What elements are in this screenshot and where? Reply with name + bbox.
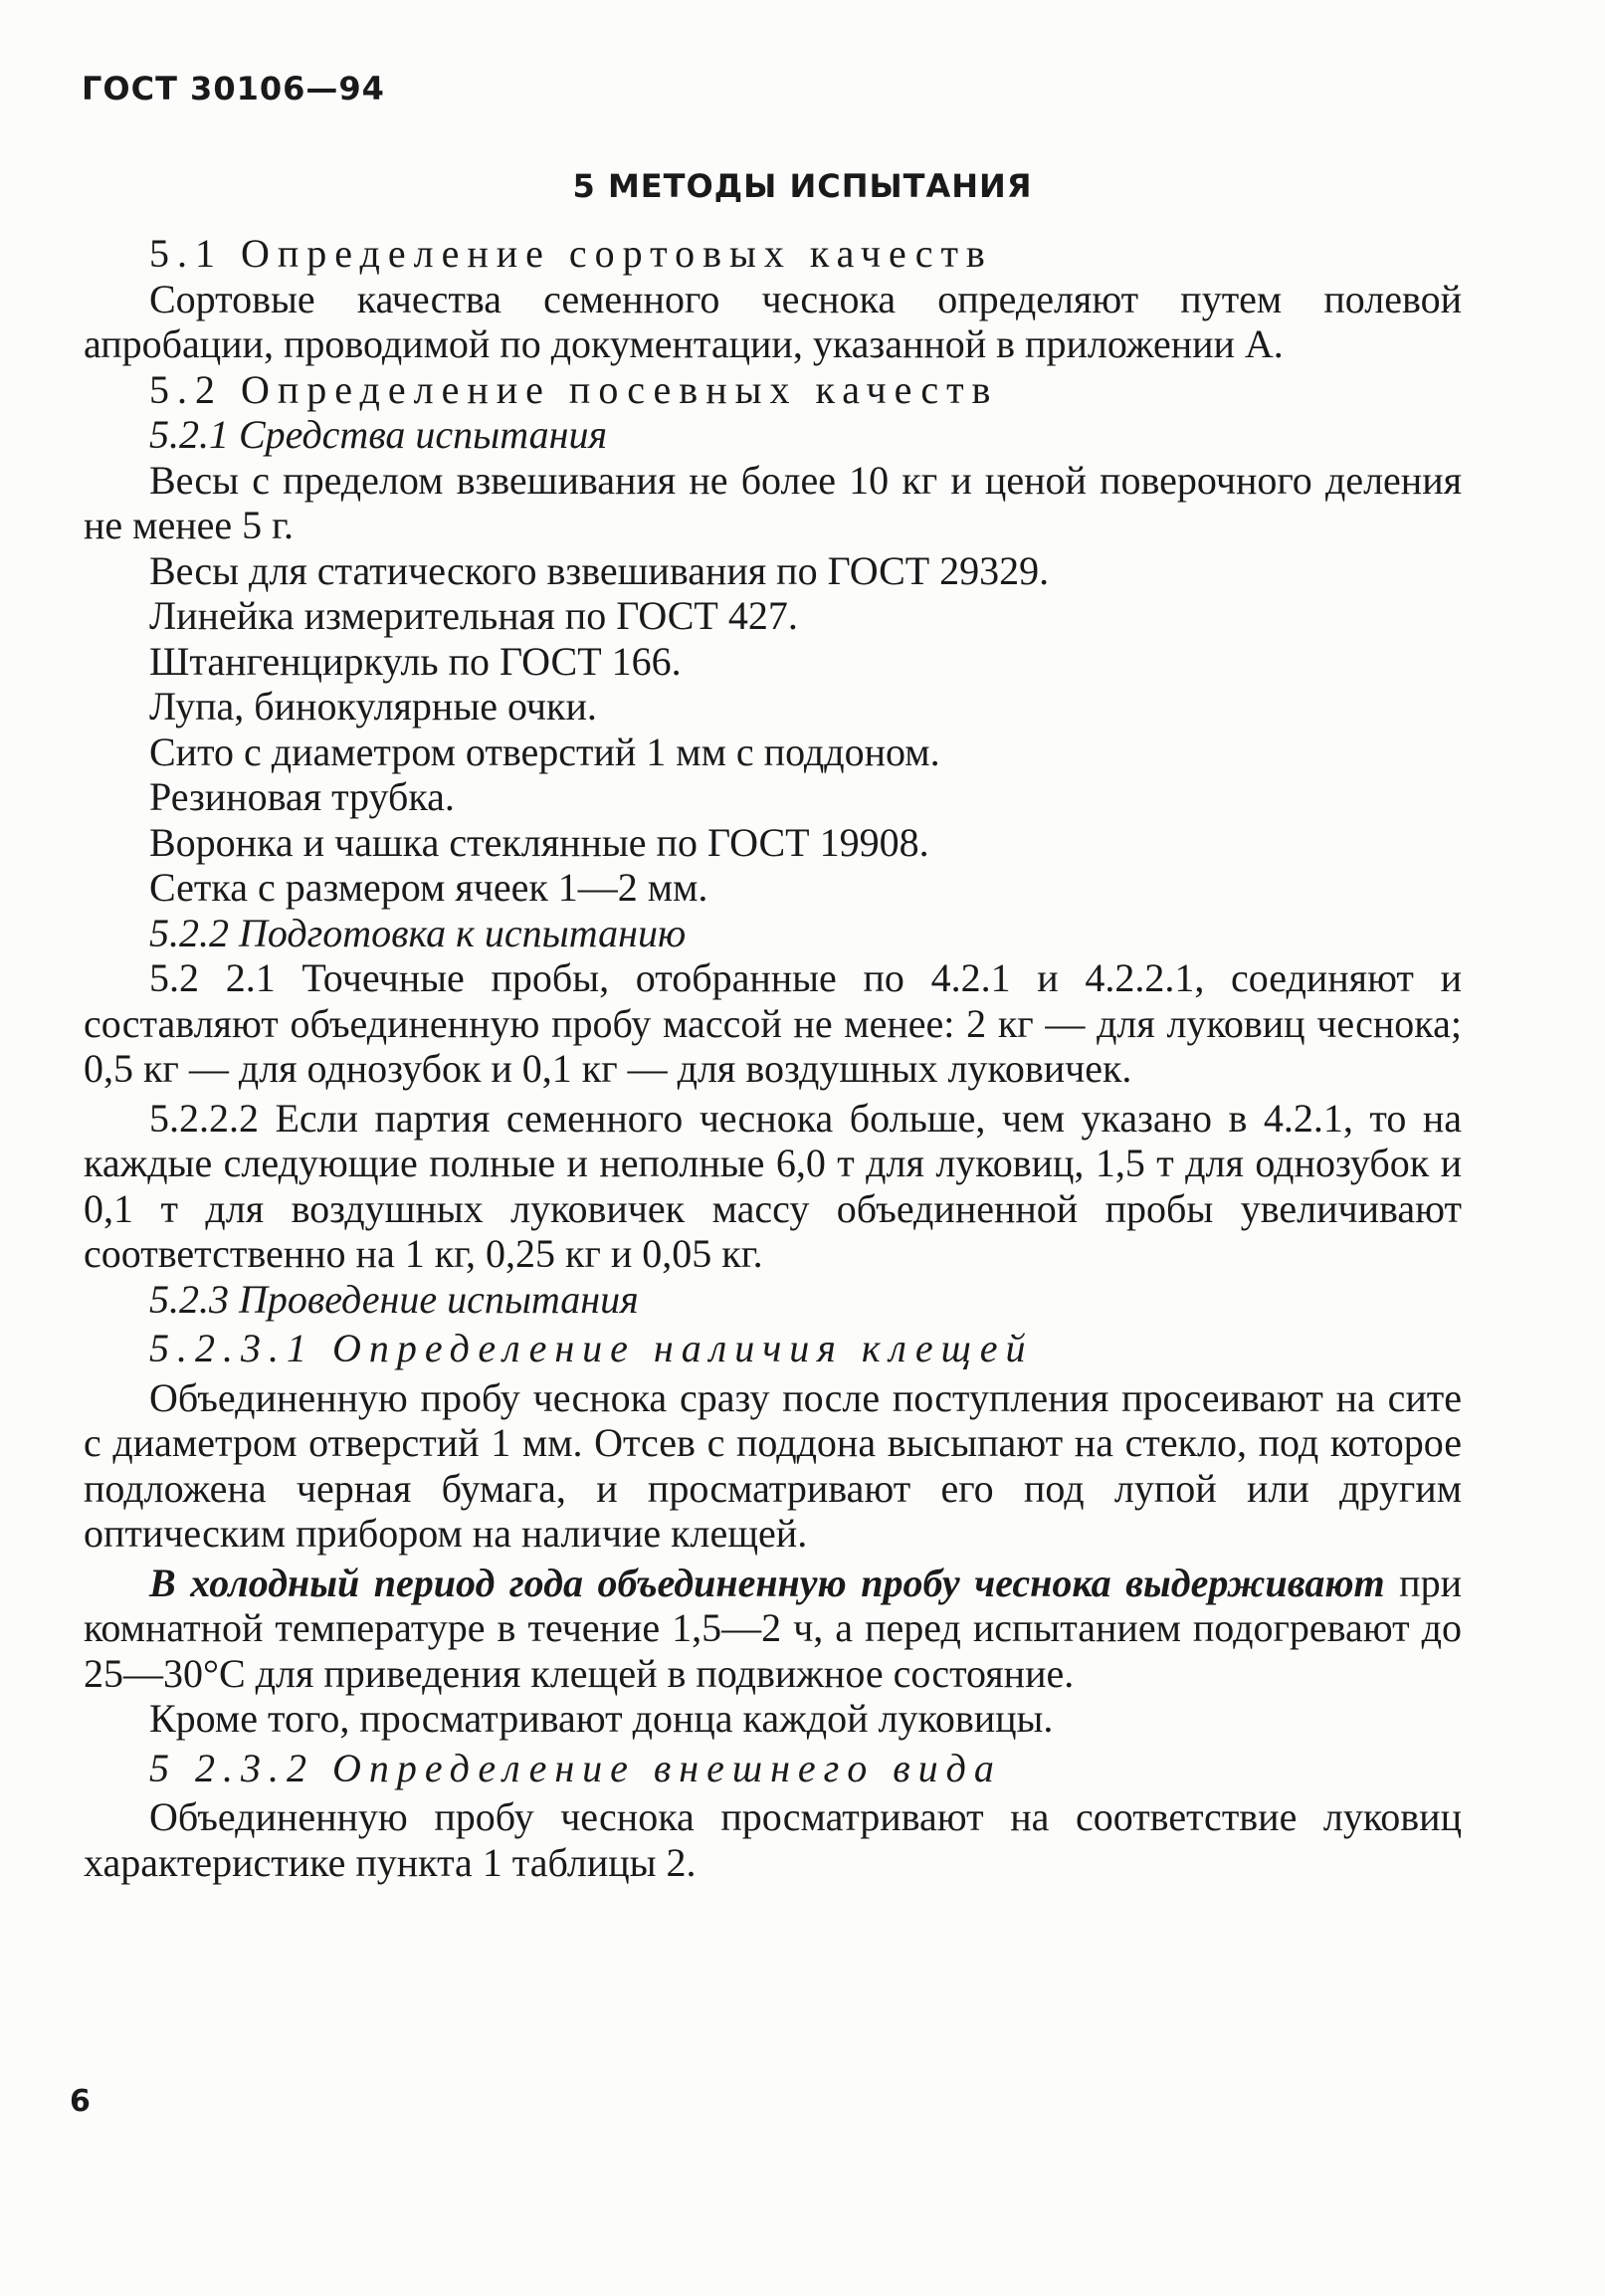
heading-5-2-3-1: 5.2.3.1 Определение наличия клещей [149,1326,1034,1370]
paragraph-5-2-3-1-bottoms: Кроме того, просматривают донца каждой луковицы. [149,1696,1054,1741]
paragraph-5-2-2-2: 5.2.2.2 Если партия семенного чеснока больше, чем указано в 4.2.1, то на каждые следующие полные и неполные 6,0 т для луковиц, 1,5 т для однозубок и 0,1 т для воздушных луковичек массу объединенной пробы увеличивают соответственно на 1 кг, 0,25 кг и 0,05 кг. [84,1095,1462,1276]
paragraph-5-2-3-1-sieving: Объединенную пробу чеснока сразу после поступления просеивают на сите с диаметром отверстий 1 мм. Отсев с поддона высыпают на стекло, под которое подложена черная бумага, и просматривают его под лупой или другим оптическим прибором на наличие клещей. [84,1374,1462,1556]
list-item-equipment: Штангенциркуль по ГОСТ 166. [149,638,682,684]
list-item-equipment: Линейка измерительная по ГОСТ 427. [149,593,798,638]
heading-5-1: 5.1 Определение сортовых качеств [149,231,993,276]
list-item-equipment: Сетка с размером ячеек 1—2 мм. [149,865,708,910]
heading-5-2-3-2: 5 2.3.2 Определение внешнего вида [149,1745,1002,1790]
list-item-equipment: Лупа, бинокулярные очки. [149,684,597,729]
paragraph-5-2-1-scales: Весы с пределом взвешивания не более 10 кг и ценой поверочного деления не менее 5 г. [84,457,1462,547]
document-body [84,231,1462,1885]
document-header: ГОСТ 30106—94 [82,70,385,107]
section-title: 5 МЕТОДЫ ИСПЫТАНИЯ [572,167,1033,205]
heading-5-2-1: 5.2.1 Средства испытания [149,412,608,457]
list-item-equipment: Воронка и чашка стеклянные по ГОСТ 19908. [149,819,929,865]
heading-5-2-2: 5.2.2 Подготовка к испытанию [149,910,687,955]
paragraph-5-2-2-1: 5.2 2.1 Точечные пробы, отобранные по 4.2.1 и 4.2.2.1, соединяют и составляют объединенную пробу массой не менее: 2 кг — для луковиц чеснока; 0,5 кг — для однозубок и 0,1 кг — для воздушных луковичек. [84,955,1462,1091]
page-number: 6 [70,2084,91,2119]
list-item-equipment: Весы для статического взвешивания по ГОСТ 29329. [149,547,1050,593]
heading-5-2: 5.2 Определение посевных качеств [149,366,999,412]
paragraph-5-2-3-1-cold-period [84,1561,1462,1697]
heading-5-2-3: 5.2.3 Проведение испытания [149,1276,639,1322]
list-item-equipment: Резиновая трубка. [149,774,455,819]
paragraph-5-2-3-2: Объединенную пробу чеснока просматривают на соответствие луковиц характеристике пункта 1 таблицы 2. [84,1794,1462,1885]
paragraph-continuation: при комнатной температуре в течение 1,5—2 ч, а перед испытанием подогревают до 25—30°С для приведения клещей в подвижное состояние. [84,1560,1462,1696]
paragraph-5-1: Сортовые качества семенного чеснока определяют путем полевой апробации, проводимой по документации, указанной в приложении А. [84,276,1462,366]
list-item-equipment: Сито с диаметром отверстий 1 мм с поддоном. [149,729,940,774]
paragraph-emphasis: В холодный период года объединенную пробу чеснока выдерживают [149,1560,1385,1605]
